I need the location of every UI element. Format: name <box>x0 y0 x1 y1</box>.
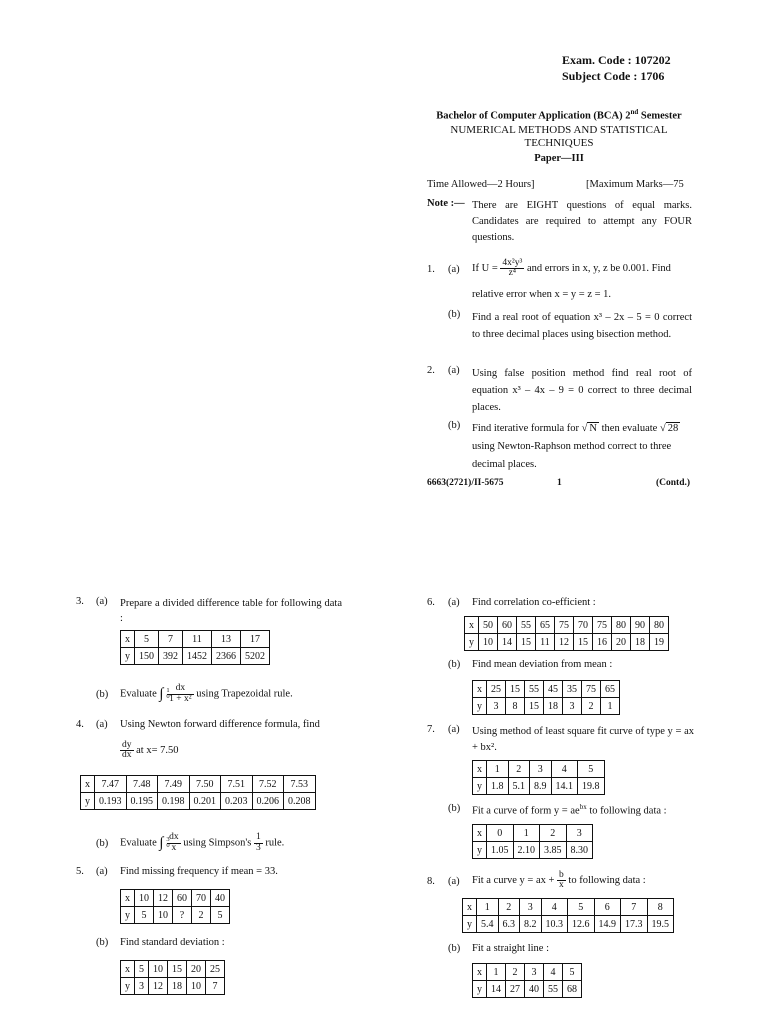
q4a-num: dy <box>122 739 132 750</box>
table-cell: 1 <box>487 964 506 981</box>
footer-contd: (Contd.) <box>656 478 691 488</box>
q2-number: 2. <box>427 365 435 376</box>
q8-number: 8. <box>427 876 435 887</box>
table-cell: 7.51 <box>221 776 253 793</box>
table-cell: 10 <box>135 890 154 907</box>
table-cell: 35 <box>563 681 582 698</box>
table-cell: 3 <box>530 761 552 778</box>
q3b-pre: Evaluate <box>120 688 157 700</box>
table-cell: 4 <box>541 899 568 916</box>
table-row-x <box>121 890 230 907</box>
table-cell: 2366 <box>212 648 241 665</box>
row-header-cell: y <box>473 778 487 795</box>
table-cell: 7 <box>159 631 183 648</box>
row-header-cell: x <box>121 961 135 978</box>
table-cell: 392 <box>159 648 183 665</box>
table-cell: 68 <box>563 981 582 998</box>
table-cell: 0.195 <box>126 793 158 810</box>
table-cell: 17 <box>241 631 270 648</box>
q4b-lower-limit: 0 <box>166 842 170 849</box>
row-header-cell: x <box>81 776 95 793</box>
table-cell: ? <box>173 907 192 924</box>
table-row-y <box>463 916 674 933</box>
table-row-y <box>473 842 593 859</box>
table-cell: 4 <box>551 761 578 778</box>
note-label: Note :— <box>427 198 465 209</box>
table-cell: 1.8 <box>487 778 509 795</box>
table-cell: 7 <box>621 899 648 916</box>
table-cell: 6 <box>594 899 621 916</box>
q1b-label: (b) <box>448 309 461 320</box>
table-cell: 19.8 <box>578 778 605 795</box>
q1b-text: Find a real root of equation x³ – 2x – 5 = 0 correct to three decimal places using bisection method. <box>472 312 692 340</box>
table-cell: 14 <box>487 981 506 998</box>
table-row-x <box>473 825 593 842</box>
table-row-x <box>473 964 582 981</box>
table-cell: 16 <box>593 634 612 651</box>
q3b-fraction <box>167 684 193 704</box>
q3-number: 3. <box>76 596 84 607</box>
row-header-cell: y <box>473 698 487 715</box>
table-cell: 0.201 <box>189 793 221 810</box>
table-cell: 15 <box>525 698 544 715</box>
row-header-cell: y <box>463 916 477 933</box>
table-cell: 1452 <box>183 648 212 665</box>
table-cell: 2 <box>540 825 567 842</box>
q4b-mid: using Simpson's <box>183 837 252 849</box>
q4a-text: Using Newton forward difference formula, find <box>120 719 320 730</box>
q7-number: 7. <box>427 724 435 735</box>
exam-codes <box>562 52 671 84</box>
q2b-sqrt-28: 28 <box>667 423 679 434</box>
integral-sign: ∫ 1 0 <box>159 680 163 708</box>
q1a-den: z⁴ <box>508 268 517 279</box>
integral-sign: ∫ 3 0 <box>159 829 163 857</box>
q7b-text <box>472 803 667 817</box>
q3a-label: (a) <box>96 596 108 607</box>
q7a-text: Using method of least square fit curve of type y = ax + bx². <box>472 726 694 753</box>
table-cell: 5 <box>211 907 230 924</box>
q5b-label: (b) <box>96 937 109 948</box>
table-cell: 5 <box>135 907 154 924</box>
table-cell: 12.6 <box>568 916 595 933</box>
table-row-y <box>473 698 620 715</box>
q8b-data-table <box>472 963 582 998</box>
q3-data-table <box>120 630 270 665</box>
table-row-y <box>121 907 230 924</box>
table-cell: 65 <box>536 617 555 634</box>
table-cell: 55 <box>544 981 563 998</box>
q7a-data-table <box>472 760 605 795</box>
table-cell: 5 <box>578 761 605 778</box>
row-header-cell: y <box>121 648 135 665</box>
table-cell: 2 <box>192 907 211 924</box>
q2b-pre: Find iterative formula for <box>472 423 580 434</box>
table-cell: 3 <box>135 978 149 995</box>
q1a-fraction <box>500 259 524 279</box>
time-allowed: Time Allowed—2 Hours] <box>427 179 535 190</box>
table-cell: 11 <box>183 631 212 648</box>
table-cell: 25 <box>206 961 225 978</box>
table-cell: 8.30 <box>566 842 593 859</box>
table-row-x <box>465 617 669 634</box>
table-cell: 70 <box>574 617 593 634</box>
q4b-label: (b) <box>96 838 109 849</box>
q8a-label: (a) <box>448 876 460 887</box>
table-cell: 12 <box>555 634 574 651</box>
table-cell: 40 <box>211 890 230 907</box>
q8a-pre: Fit a curve <box>472 875 517 886</box>
q3b-lower-limit: 0 <box>166 693 170 700</box>
table-cell: 40 <box>525 981 544 998</box>
table-row-y <box>473 778 605 795</box>
table-cell: 8.2 <box>520 916 542 933</box>
q5a-data-table <box>120 889 230 924</box>
q6-number: 6. <box>427 597 435 608</box>
q3b-text <box>120 680 293 708</box>
table-cell: 65 <box>601 681 620 698</box>
table-cell: 8 <box>506 698 525 715</box>
table-cell: 13 <box>212 631 241 648</box>
row-header-cell: x <box>473 761 487 778</box>
q5a-text: Find missing frequency if mean = 33. <box>120 866 278 877</box>
q4b-post: rule. <box>265 837 285 849</box>
q4a-label: (a) <box>96 719 108 730</box>
row-header-cell: x <box>121 631 135 648</box>
q8a-data-table <box>462 898 674 933</box>
q4b-pre: Evaluate <box>120 837 157 849</box>
q1a-post: and errors in x, y, z be 0.001. Find relative error when x = y = z = 1. <box>472 263 671 300</box>
q5-number: 5. <box>76 866 84 877</box>
row-header-cell: x <box>121 890 135 907</box>
table-cell: 10 <box>187 978 206 995</box>
table-cell: 8.9 <box>530 778 552 795</box>
table-row-x <box>463 899 674 916</box>
exam-code: Exam. Code : 107202 <box>562 53 671 67</box>
table-cell: 25 <box>487 681 506 698</box>
q7b-pre: Fit a curve of form y = ae <box>472 805 580 817</box>
table-cell: 75 <box>593 617 612 634</box>
q7a-label: (a) <box>448 724 460 735</box>
q4b-upper-limit: 3 <box>166 836 170 843</box>
max-marks: [Maximum Marks—75 <box>586 179 684 190</box>
paper-number: Paper—III <box>534 153 584 164</box>
table-cell: 7 <box>206 978 225 995</box>
q6b-data-table <box>472 680 620 715</box>
table-cell: 8 <box>647 899 674 916</box>
table-row-x <box>473 761 605 778</box>
table-cell: 12 <box>149 978 168 995</box>
q1a-text <box>472 256 694 308</box>
q2a-text: Using false position method find real root of equation x³ – 4x – 9 = 0 correct to three decimal places. <box>472 368 692 413</box>
table-cell: 45 <box>544 681 563 698</box>
table-cell: 18 <box>168 978 187 995</box>
q6b-label: (b) <box>448 659 461 670</box>
table-cell: 6.3 <box>498 916 520 933</box>
row-header-cell: x <box>465 617 479 634</box>
table-cell: 80 <box>650 617 669 634</box>
table-cell: 15 <box>517 634 536 651</box>
table-cell: 5 <box>563 964 582 981</box>
table-cell: 7.50 <box>189 776 221 793</box>
table-cell: 1 <box>601 698 620 715</box>
table-cell: 19.5 <box>647 916 674 933</box>
table-cell: 7.52 <box>252 776 284 793</box>
q8a-den: x <box>559 880 564 891</box>
q5b-data-table <box>120 960 225 995</box>
table-cell: 80 <box>612 617 631 634</box>
table-cell: 55 <box>525 681 544 698</box>
table-cell: 7.49 <box>158 776 190 793</box>
footer-code: 6663(2721)/II-5675 <box>427 478 504 488</box>
q2b-text: Find iterative formula for √ N then evaluate √ 28 using Newton-Raphson method correct to three decimal places. <box>472 423 679 470</box>
table-cell: 14.9 <box>594 916 621 933</box>
table-cell: 7.47 <box>95 776 127 793</box>
footer-page: 1 <box>557 478 562 488</box>
table-cell: 19 <box>650 634 669 651</box>
q4b-text <box>120 829 284 857</box>
q4-number: 4. <box>76 719 84 730</box>
q4b-den: x <box>171 842 177 853</box>
q7b-label: (b) <box>448 803 461 814</box>
table-cell: 0.193 <box>95 793 127 810</box>
table-cell: 50 <box>479 617 498 634</box>
q4a-derivative <box>120 737 179 765</box>
table-row-y <box>121 648 270 665</box>
table-cell: 2 <box>506 964 525 981</box>
table-row-x <box>121 631 270 648</box>
q4b-num: dx <box>169 832 179 842</box>
table-cell: 2 <box>498 899 520 916</box>
table-cell: 1.05 <box>487 842 514 859</box>
table-cell: 11 <box>536 634 555 651</box>
note-text: There are EIGHT questions of equal marks. Candidates are required to attempt any FOUR questions. <box>472 200 692 243</box>
q8a-text <box>472 867 646 895</box>
degree-text: Bachelor of Computer Application (BCA) 2 <box>436 110 631 122</box>
table-cell: 0.208 <box>284 793 316 810</box>
table-cell: 75 <box>555 617 574 634</box>
q1a-num: 4x²y³ <box>502 257 523 268</box>
q1-number: 1. <box>427 264 435 275</box>
table-cell: 17.3 <box>621 916 648 933</box>
table-row-y <box>473 981 582 998</box>
table-cell: 3 <box>566 825 593 842</box>
table-cell: 1 <box>487 761 509 778</box>
table-cell: 5 <box>568 899 595 916</box>
table-row-x <box>81 776 316 793</box>
table-cell: 7.53 <box>284 776 316 793</box>
q8b-label: (b) <box>448 943 461 954</box>
q8a-fraction <box>557 871 566 891</box>
table-cell: 55 <box>517 617 536 634</box>
table-row-y <box>121 978 225 995</box>
table-cell: 3 <box>487 698 506 715</box>
table-cell: 0 <box>487 825 514 842</box>
table-cell: 0.198 <box>158 793 190 810</box>
paper-title: NUMERICAL METHODS AND STATISTICAL TECHNIQUES <box>450 124 668 149</box>
q3b-upper-limit: 1 <box>166 687 170 694</box>
table-cell: 14 <box>498 634 517 651</box>
q4a-den: dx <box>122 750 132 761</box>
q2b-sqrt-n: N <box>589 423 597 434</box>
table-row-x <box>121 961 225 978</box>
row-header-cell: y <box>81 793 95 810</box>
table-cell: 60 <box>498 617 517 634</box>
row-header-cell: x <box>473 681 487 698</box>
q2b-label: (b) <box>448 420 461 431</box>
q2b-mid: then evaluate <box>601 423 658 434</box>
q4b-one-third <box>254 833 263 853</box>
table-cell: 18 <box>631 634 650 651</box>
row-header-cell: x <box>473 825 487 842</box>
q6b-text: Find mean deviation from mean : <box>472 659 613 670</box>
q7b-tail: to following data : <box>586 805 667 817</box>
table-cell: 20 <box>187 961 206 978</box>
q6a-text: Find correlation co-efficient : <box>472 597 596 608</box>
q3b-num: dx <box>167 684 193 695</box>
table-cell: 5 <box>135 631 159 648</box>
row-header-cell: x <box>473 964 487 981</box>
table-cell: 2 <box>582 698 601 715</box>
table-cell: 0.206 <box>252 793 284 810</box>
table-cell: 20 <box>612 634 631 651</box>
q5a-label: (a) <box>96 866 108 877</box>
q4b-fnum: 1 <box>255 832 261 842</box>
q1a-label: (a) <box>448 264 460 275</box>
q2a-label: (a) <box>448 365 460 376</box>
subject-code: Subject Code : 1706 <box>562 69 665 83</box>
table-cell: 0.203 <box>221 793 253 810</box>
table-cell: 10 <box>154 907 173 924</box>
q8a-num: b <box>559 869 564 880</box>
table-cell: 75 <box>582 681 601 698</box>
table-cell: 10.3 <box>541 916 568 933</box>
row-header-cell: y <box>465 634 479 651</box>
table-cell: 10 <box>149 961 168 978</box>
table-cell: 15 <box>506 681 525 698</box>
table-cell: 3 <box>525 964 544 981</box>
table-row-x <box>473 681 620 698</box>
q3a-text: Prepare a divided difference table for following data : <box>120 598 342 624</box>
q7b-sup: bx <box>579 803 587 811</box>
q3b-den: 1 + x² <box>169 693 192 704</box>
table-cell: 10 <box>479 634 498 651</box>
degree-line <box>425 108 693 122</box>
table-cell: 5202 <box>241 648 270 665</box>
q4b-fden: 3 <box>255 842 261 853</box>
q8a-expr: y = ax + <box>519 875 555 886</box>
table-cell: 5.1 <box>508 778 530 795</box>
q8b-text: Fit a straight line : <box>472 943 549 954</box>
table-cell: 2 <box>508 761 530 778</box>
table-cell: 5 <box>135 961 149 978</box>
table-row-y <box>465 634 669 651</box>
q7b-data-table <box>472 824 593 859</box>
table-cell: 60 <box>173 890 192 907</box>
table-cell: 1 <box>513 825 540 842</box>
q6a-data-table <box>464 616 669 651</box>
table-cell: 150 <box>135 648 159 665</box>
table-cell: 5.4 <box>477 916 499 933</box>
table-cell: 14.1 <box>551 778 578 795</box>
q1a-pre: If U = <box>472 263 498 274</box>
table-cell: 3.85 <box>540 842 567 859</box>
table-cell: 90 <box>631 617 650 634</box>
table-cell: 12 <box>154 890 173 907</box>
row-header-cell: y <box>473 842 487 859</box>
q2b-post: using Newton-Raphson method correct to three decimal places. <box>472 441 672 470</box>
table-cell: 7.48 <box>126 776 158 793</box>
table-cell: 3 <box>520 899 542 916</box>
table-cell: 15 <box>574 634 593 651</box>
q3b-post: using Trapezoidal rule. <box>196 688 293 700</box>
q4a-post: at x= 7.50 <box>136 745 179 756</box>
table-cell: 4 <box>544 964 563 981</box>
row-header-cell: y <box>473 981 487 998</box>
degree-sup: nd <box>630 108 639 116</box>
q8a-post: to following data : <box>568 875 646 886</box>
q3b-label: (b) <box>96 689 109 700</box>
table-cell: 2.10 <box>513 842 540 859</box>
row-header-cell: x <box>463 899 477 916</box>
degree-tail: Semester <box>638 110 682 122</box>
table-cell: 70 <box>192 890 211 907</box>
q6a-label: (a) <box>448 597 460 608</box>
table-cell: 18 <box>544 698 563 715</box>
table-cell: 27 <box>506 981 525 998</box>
table-cell: 1 <box>477 899 499 916</box>
table-row-y <box>81 793 316 810</box>
table-cell: 15 <box>168 961 187 978</box>
row-header-cell: y <box>121 978 135 995</box>
q5b-text: Find standard deviation : <box>120 937 225 948</box>
q4-data-table <box>80 775 316 810</box>
table-cell: 3 <box>563 698 582 715</box>
q4a-fraction <box>120 741 134 761</box>
row-header-cell: y <box>121 907 135 924</box>
